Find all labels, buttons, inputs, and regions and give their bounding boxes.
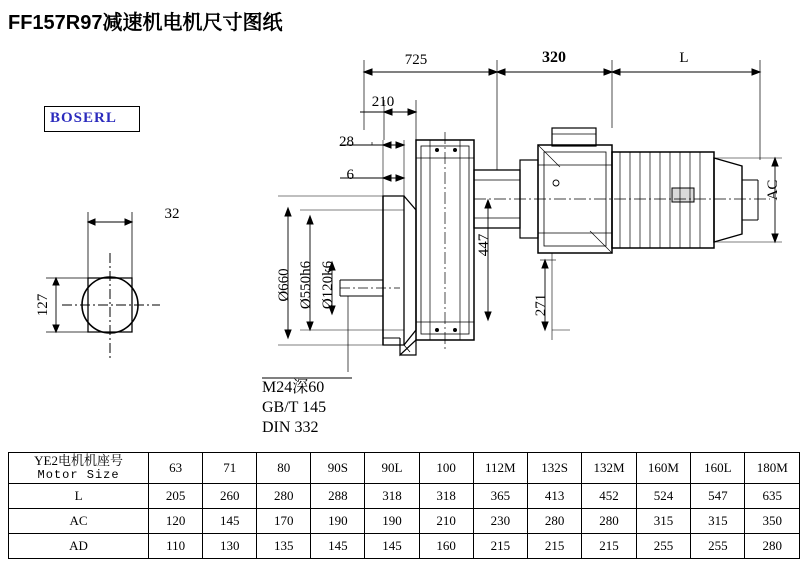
note-din332: DIN 332: [262, 419, 319, 436]
table-cell: 280: [257, 484, 311, 509]
table-cell: 130: [203, 534, 257, 559]
size-cell: 160L: [691, 453, 745, 484]
table-cell: 260: [203, 484, 257, 509]
table-cell: 215: [582, 534, 636, 559]
dim-447: 447: [476, 233, 492, 257]
row-label: AC: [9, 509, 149, 534]
table-cell: 190: [365, 509, 419, 534]
note-gbt145: GB/T 145: [262, 399, 327, 416]
table-cell: 280: [528, 509, 582, 534]
dim-d660: Ø660: [276, 268, 292, 302]
logo-text: BOSERL: [50, 110, 117, 126]
table-header-row: [9, 453, 800, 484]
dim-271: 271: [533, 293, 549, 317]
note-m24: M24深60: [262, 379, 325, 396]
dim-AC: AC: [765, 179, 781, 201]
dim-d120: Ø120k6: [320, 260, 336, 310]
table-cell: 160: [419, 534, 473, 559]
table-cell: 215: [473, 534, 527, 559]
table-cell: 315: [636, 509, 690, 534]
table-row: [9, 484, 800, 509]
dim-210: 210: [371, 94, 395, 110]
size-cell: 160M: [636, 453, 690, 484]
row-label: L: [9, 484, 149, 509]
dim-L: L: [679, 50, 689, 66]
table-cell: 215: [528, 534, 582, 559]
size-cell: 71: [203, 453, 257, 484]
table-header-label: [9, 453, 149, 484]
table-cell: 318: [419, 484, 473, 509]
size-cell: 132M: [582, 453, 636, 484]
table-cell: 135: [257, 534, 311, 559]
table-cell: 145: [365, 534, 419, 559]
dim-725: 725: [404, 52, 428, 68]
table-cell: 110: [149, 534, 203, 559]
size-cell: 63: [149, 453, 203, 484]
table-header-label-en: Motor Size: [37, 468, 120, 482]
motor-size-table: [8, 452, 800, 559]
table-cell: 255: [691, 534, 745, 559]
dim-320: 320: [542, 49, 566, 66]
size-cell: 90S: [311, 453, 365, 484]
size-cell: 180M: [745, 453, 800, 484]
table-cell: 315: [691, 509, 745, 534]
table-cell: 280: [582, 509, 636, 534]
dim-28: 28: [339, 134, 354, 150]
table-cell: 365: [473, 484, 527, 509]
table-cell: 350: [745, 509, 800, 534]
table-cell: 120: [149, 509, 203, 534]
size-cell: 100: [419, 453, 473, 484]
dim-6: 6: [346, 167, 354, 183]
dim-d550: Ø550h6: [298, 260, 314, 310]
table-cell: 170: [257, 509, 311, 534]
table-cell: 635: [745, 484, 800, 509]
size-cell: 90L: [365, 453, 419, 484]
size-cell: 112M: [473, 453, 527, 484]
table-cell: 452: [582, 484, 636, 509]
table-header-label-cn: YE2电机机座号: [34, 453, 123, 468]
table-cell: 230: [473, 509, 527, 534]
table-cell: 547: [691, 484, 745, 509]
page-title: FF157R97减速机电机尺寸图纸: [8, 12, 283, 34]
size-cell: 80: [257, 453, 311, 484]
table-row: [9, 534, 800, 559]
table-cell: 190: [311, 509, 365, 534]
table-cell: 145: [203, 509, 257, 534]
table-cell: 288: [311, 484, 365, 509]
table-cell: 318: [365, 484, 419, 509]
table-cell: 524: [636, 484, 690, 509]
table-cell: 205: [149, 484, 203, 509]
row-label: AD: [9, 534, 149, 559]
table-cell: 145: [311, 534, 365, 559]
table-row: [9, 509, 800, 534]
table-cell: 413: [528, 484, 582, 509]
size-cell: 132S: [528, 453, 582, 484]
dim-127: 127: [35, 293, 51, 317]
table-cell: 280: [745, 534, 800, 559]
table-cell: 210: [419, 509, 473, 534]
dim-32: 32: [164, 206, 180, 222]
table-cell: 255: [636, 534, 690, 559]
